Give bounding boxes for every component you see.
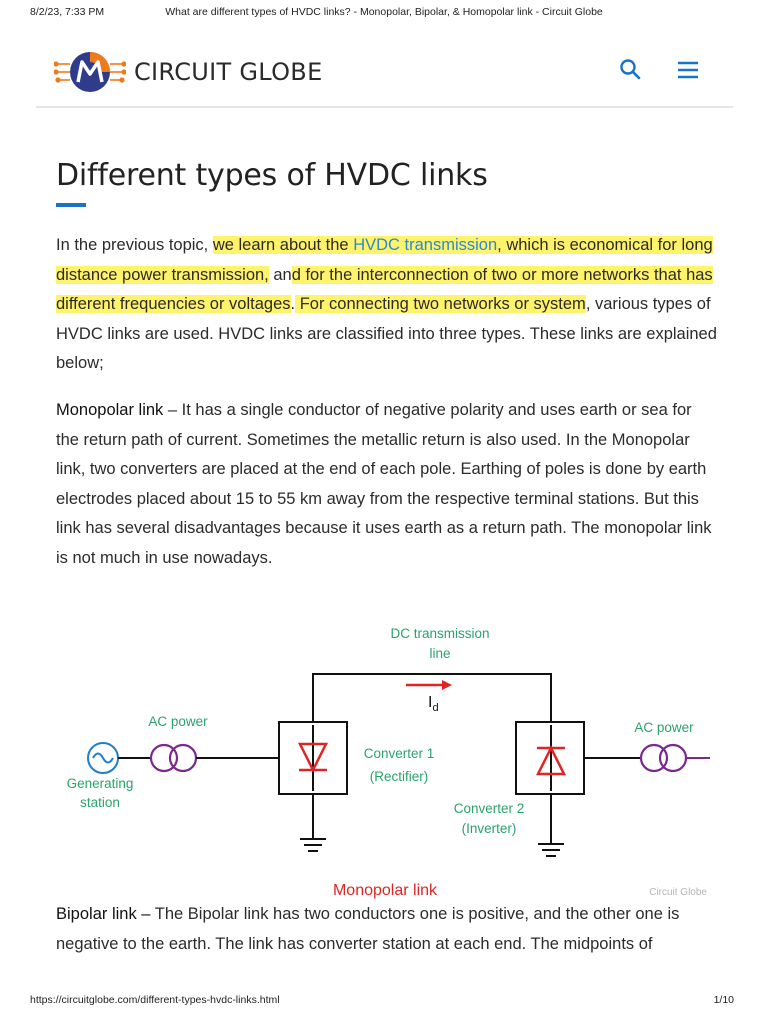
page-title: Different types of HVDC links [56, 158, 488, 193]
bipolar-term: Bipolar link – [56, 905, 151, 923]
monopolar-term: Monopolar link [56, 401, 164, 419]
search-icon [616, 56, 644, 84]
converter-2-label: Converter 2 [453, 801, 525, 816]
hvdc-transmission-link[interactable]: HVDC transmission [353, 236, 498, 254]
hamburger-menu-icon [674, 56, 702, 84]
intro-text-g: For connecting two networks or system [295, 295, 586, 313]
intro-text-a: In the previous topic, [56, 236, 213, 254]
current-label: $I_d$ [428, 694, 439, 714]
converter-2-sublabel: (Inverter) [461, 821, 517, 836]
intro-text-d: an [268, 265, 292, 284]
dc-line-label-2: line [429, 646, 451, 661]
intro-text-c: , which is economical for long distance power transmission, [56, 236, 713, 284]
brand-name: CIRCUIT GLOBE [134, 58, 323, 86]
intro-text-h: , various types of HVDC links are used. HVDC links are classified into three types. These links are explained below; [56, 295, 717, 372]
generating-label-1: Generating [66, 776, 134, 791]
bipolar-paragraph [56, 900, 718, 959]
site-logo[interactable] [54, 50, 323, 94]
intro-text-b: we learn about the [212, 236, 354, 254]
converter-1-label: Converter 1 [363, 746, 435, 761]
title-underline [56, 203, 86, 207]
ac-power-left-label: AC power [148, 714, 208, 729]
diagram-caption: Monopolar link [332, 882, 438, 899]
search-button[interactable] [616, 56, 644, 84]
intro-paragraph [56, 231, 718, 379]
intro-text-e: d for the interconnection of two or more networks that has different frequencies or voltages [56, 265, 713, 313]
converter-1-sublabel: (Rectifier) [369, 769, 429, 784]
ground-icon-2 [538, 844, 564, 856]
monopolar-paragraph [56, 396, 718, 573]
diagram-watermark: Circuit Globe [649, 887, 707, 898]
bipolar-text: The Bipolar link has two conductors one is positive, and the other one is negative to the earth. The link has converter station at each end. The midpoints of [56, 905, 680, 953]
print-url: https://circuitglobe.com/different-types-hvdc-links.html [30, 994, 280, 1006]
circuit-globe-logo-icon [54, 50, 126, 94]
generating-label-2: station [80, 795, 120, 810]
intro-text-f: . [290, 295, 296, 313]
menu-button[interactable] [674, 56, 702, 84]
right-transformer-coil-2 [660, 745, 686, 771]
monopolar-link-diagram [52, 615, 720, 905]
ground-icon-1 [300, 839, 326, 851]
ac-power-right-label: AC power [634, 720, 694, 735]
print-date: 8/2/23, 7:33 PM [30, 6, 105, 18]
dc-line-label-1: DC transmission [390, 626, 490, 641]
current-arrow-head [442, 680, 452, 690]
site-header [36, 40, 733, 108]
print-header [0, 6, 768, 20]
print-doc-title: What are different types of HVDC links? - Monopolar, Bipolar, & Homopolar link - Circuit Globe [165, 6, 603, 18]
left-transformer-coil-2 [170, 745, 196, 771]
monopolar-text: – It has a single conductor of negative polarity and uses earth or sea for the return path of current. Sometimes the metallic return is also used. In the Monopolar link, two converters are placed at the end of each pole. Earthing of poles is done by earth electrodes placed about 15 to 55 km away from the respective terminal stations. But this link has several disadvantages because it uses earth as a return path. The monopolar link is not much in use nowadays. [56, 401, 712, 567]
highlight-3 [295, 295, 586, 313]
print-page-number: 1/10 [713, 994, 734, 1006]
